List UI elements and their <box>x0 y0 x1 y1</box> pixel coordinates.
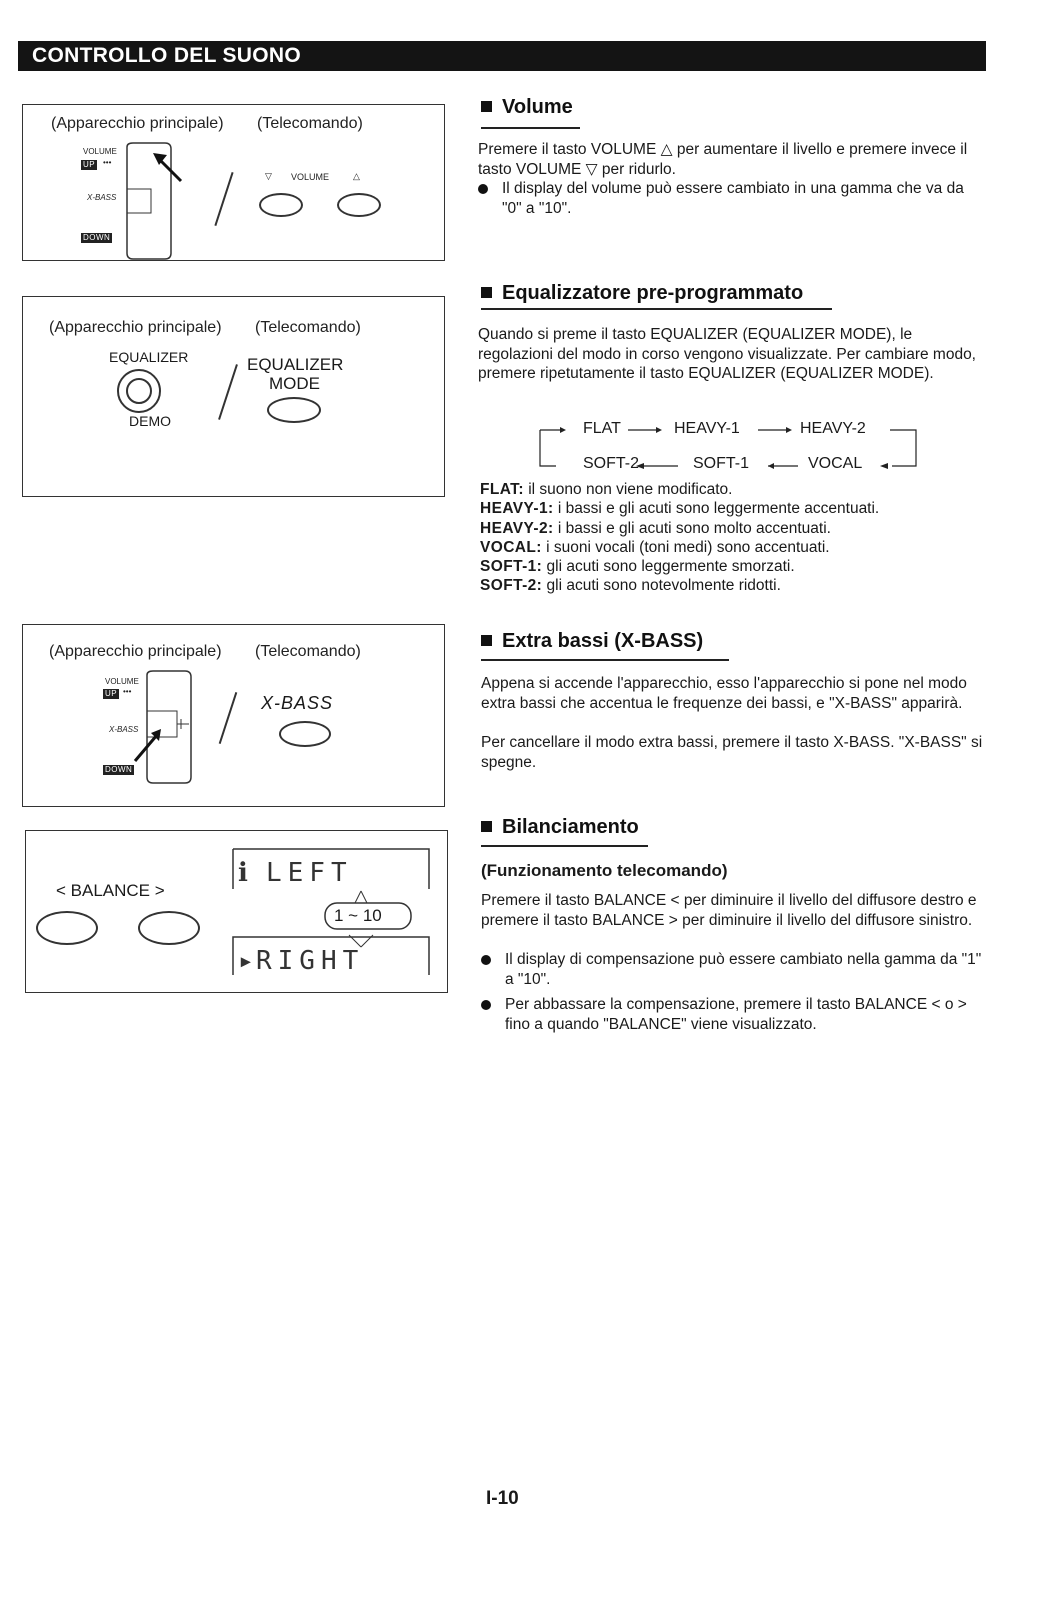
volume-text: VOLUME <box>83 147 117 156</box>
divider-slash <box>214 172 233 226</box>
bullet-square-icon <box>481 287 492 298</box>
balance-illustration-panel <box>25 830 448 993</box>
volume-bullet-text: Il display del volume può essere cambiato in una gamma che va da "0" a "10". <box>502 180 964 217</box>
volume-bullet <box>478 179 986 218</box>
volume-up-arrow-icon: △ <box>353 171 360 181</box>
down-tag: DOWN <box>105 765 133 774</box>
cycle-heavy1: HEAVY-1 <box>674 420 740 437</box>
cycle-flat: FLAT <box>583 420 621 437</box>
definition-row <box>480 557 986 576</box>
equalizer-title-text: Equalizzatore pre-programmato <box>502 282 804 304</box>
main-unit-xbass-button-diagram <box>133 669 213 789</box>
remote-equalizer-text: EQUALIZER <box>247 355 344 374</box>
divider-slash <box>219 692 238 744</box>
cycle-heavy2: HEAVY-2 <box>800 420 866 437</box>
title-underline <box>481 659 729 661</box>
definition-row <box>480 499 986 518</box>
remote-volume-up-button[interactable] <box>337 193 381 217</box>
page-header: CONTROLLO DEL SUONO <box>18 41 986 71</box>
remote-equalizer-mode-button[interactable] <box>267 397 321 423</box>
page-number: I-10 <box>486 1488 519 1509</box>
xbass-section-title <box>481 630 703 653</box>
main-unit-label: (Apparecchio principale) <box>49 319 222 336</box>
definition-term: FLAT: <box>480 481 524 498</box>
remote-label: (Telecomando) <box>255 319 361 336</box>
remote-volume-down-button[interactable] <box>259 193 303 217</box>
cycle-soft1: SOFT-1 <box>693 455 750 472</box>
divider-slash <box>218 364 238 420</box>
remote-mode-text: MODE <box>269 374 320 393</box>
volume-paragraph: Premere il tasto VOLUME △ per aumentare il livello e premere invece il tasto VOLUME ▽ per ridurlo. <box>478 141 968 178</box>
balance-title-text: Bilanciamento <box>502 816 639 838</box>
balance-bullet-2 <box>481 995 986 1034</box>
main-unit-label: (Apparecchio principale) <box>49 643 222 660</box>
balance-subtitle: (Funzionamento telecomando) <box>481 861 728 880</box>
definition-row <box>480 519 986 538</box>
bullet-square-icon <box>481 101 492 112</box>
definition-row <box>480 480 986 499</box>
equalizer-paragraph: Quando si preme il tasto EQUALIZER (EQUALIZER MODE), le regolazioni del modo in corso vengono visualizzate. Per cambiare modo, premere ripetutamente il tasto EQUALIZER (EQUALIZER MODE). <box>478 326 976 382</box>
xbass-paragraph-2: Per cancellare il modo extra bassi, premere il tasto X-BASS. "X-BASS" si spegne. <box>481 734 983 771</box>
remote-label: (Telecomando) <box>257 115 363 132</box>
xbass-text: X-BASS <box>109 725 139 734</box>
definition-term: SOFT-2: <box>480 577 543 595</box>
volume-section-title <box>481 96 573 119</box>
definition-row <box>480 538 986 557</box>
xbass-paragraph-1: Appena si accende l'apparecchio, esso l'apparecchio si pone nel modo extra bassi che accentua le frequenze dei bassi, e "X-BASS" apparirà. <box>481 675 967 712</box>
equalizer-definitions <box>480 480 986 596</box>
balance-label: < BALANCE > <box>56 881 165 900</box>
definition-text: i suoni vocali (toni medi) sono accentuati. <box>546 538 830 556</box>
xbass-text: X-BASS <box>87 193 117 202</box>
title-underline <box>481 127 580 129</box>
down-tag: DOWN <box>83 233 111 242</box>
definition-text: i bassi e gli acuti sono molto accentuati. <box>557 519 831 537</box>
volume-text: VOLUME <box>105 677 139 686</box>
definition-row <box>480 576 986 595</box>
cycle-vocal: VOCAL <box>808 455 863 472</box>
equalizer-text: EQUALIZER <box>109 349 189 365</box>
balance-section-title <box>481 816 639 839</box>
xbass-illustration-panel <box>22 624 445 807</box>
main-unit-label: (Apparecchio principale) <box>51 115 224 132</box>
equalizer-illustration-panel <box>22 296 445 497</box>
lcd-left-indicator-icon: ℹ <box>238 858 254 888</box>
up-tag: UP <box>105 689 118 698</box>
remote-xbass-text: X-BASS <box>261 693 334 713</box>
bullet-square-icon <box>481 821 492 832</box>
definition-term: HEAVY-1: <box>480 500 554 518</box>
remote-volume-text: VOLUME <box>291 172 330 182</box>
up-tag: UP <box>83 160 96 169</box>
dots: ••• <box>103 158 112 167</box>
equalizer-knob-inner <box>126 378 152 404</box>
bullet-dot-icon <box>481 955 491 965</box>
dots: ••• <box>123 687 132 696</box>
equalizer-section-title <box>481 282 803 305</box>
definition-text: gli acuti sono leggermente smorzati. <box>546 558 795 576</box>
definition-term: SOFT-1: <box>480 558 543 576</box>
lcd-right-text: RIGHT <box>256 946 365 976</box>
definition-term: VOCAL: <box>480 538 542 556</box>
lcd-left-text: LEFT <box>266 858 353 888</box>
volume-title-text: Volume <box>502 96 573 118</box>
title-underline <box>481 845 648 847</box>
definition-term: HEAVY-2: <box>480 519 554 537</box>
title-underline <box>481 308 832 310</box>
cycle-soft2: SOFT-2 <box>583 455 640 472</box>
definition-text: il suono non viene modificato. <box>528 481 733 498</box>
balance-bullet-1-text: Il display di compensazione può essere cambiato nella gamma da "1" a "10". <box>505 951 982 988</box>
main-unit-volume-knob-diagram <box>123 141 203 261</box>
balance-right-button[interactable] <box>138 911 200 945</box>
remote-xbass-button[interactable] <box>279 721 331 747</box>
volume-down-arrow-icon: ▽ <box>265 171 272 181</box>
bullet-square-icon <box>481 635 492 646</box>
remote-label: (Telecomando) <box>255 643 361 660</box>
lcd-right-indicator-icon: ▸ <box>238 946 260 976</box>
definition-text: gli acuti sono notevolmente ridotti. <box>546 577 781 595</box>
balance-paragraph: Premere il tasto BALANCE < per diminuire il livello del diffusore destro e premere il tasto BALANCE > per diminuire il livello del diffusore sinistro. <box>481 892 977 929</box>
volume-illustration-panel <box>22 104 445 261</box>
bullet-dot-icon <box>478 184 488 194</box>
definition-text: i bassi e gli acuti sono leggermente accentuati. <box>557 500 880 518</box>
balance-range: 1 ~ 10 <box>334 906 382 925</box>
bullet-dot-icon <box>481 1000 491 1010</box>
xbass-title-text: Extra bassi (X-BASS) <box>502 630 704 652</box>
balance-bullet-1 <box>481 950 986 989</box>
balance-left-button[interactable] <box>36 911 98 945</box>
balance-bullet-2-text: Per abbassare la compensazione, premere il tasto BALANCE < o > fino a quando "BALANCE" viene visualizzato. <box>505 996 967 1033</box>
demo-text: DEMO <box>129 413 171 429</box>
